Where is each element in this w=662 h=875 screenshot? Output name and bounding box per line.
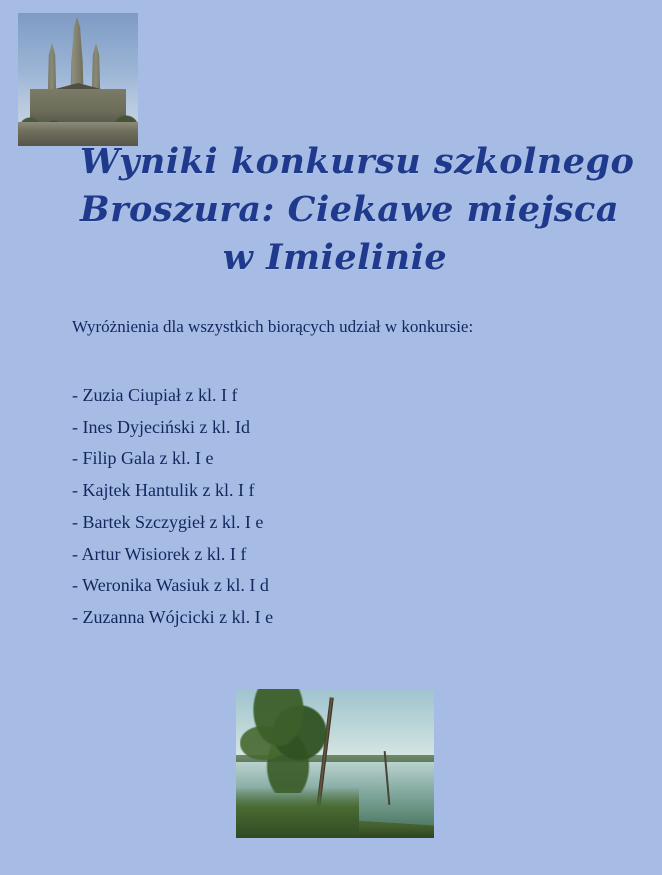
- list-item: - Zuzanna Wójcicki z kl. I e: [72, 606, 274, 627]
- list-item: - Zuzia Ciupiał z kl. I f: [72, 385, 238, 405]
- list-item: - Kajtek Hantulik z kl. I f: [72, 480, 255, 501]
- award-list: [72, 380, 592, 634]
- list-item: - Weronika Wasiuk z kl. I d: [72, 575, 269, 596]
- page-title: [80, 138, 635, 282]
- lake-photo: [236, 689, 434, 838]
- church-photo: [18, 13, 138, 146]
- list-item: - Artur Wisiorek z kl. I f: [72, 543, 247, 564]
- list-item: - Filip Gala z kl. I e: [72, 448, 214, 469]
- lake-photo-foliage: [240, 689, 336, 793]
- page-title-line-1: Wyniki konkursu szkolnego: [80, 141, 635, 182]
- lake-photo-grass: [236, 787, 359, 838]
- list-item: - Ines Dyjeciński z kl. Id: [72, 416, 250, 437]
- page-title-line-2: Broszura: Ciekawe miejsca: [80, 189, 620, 230]
- intro-text: Wyróżnienia dla wszystkich biorących udział w konkursie:: [72, 317, 474, 336]
- list-item: - Bartek Szczygieł z kl. I e: [72, 511, 264, 532]
- page-title-line-3: w Imielinie: [222, 237, 448, 278]
